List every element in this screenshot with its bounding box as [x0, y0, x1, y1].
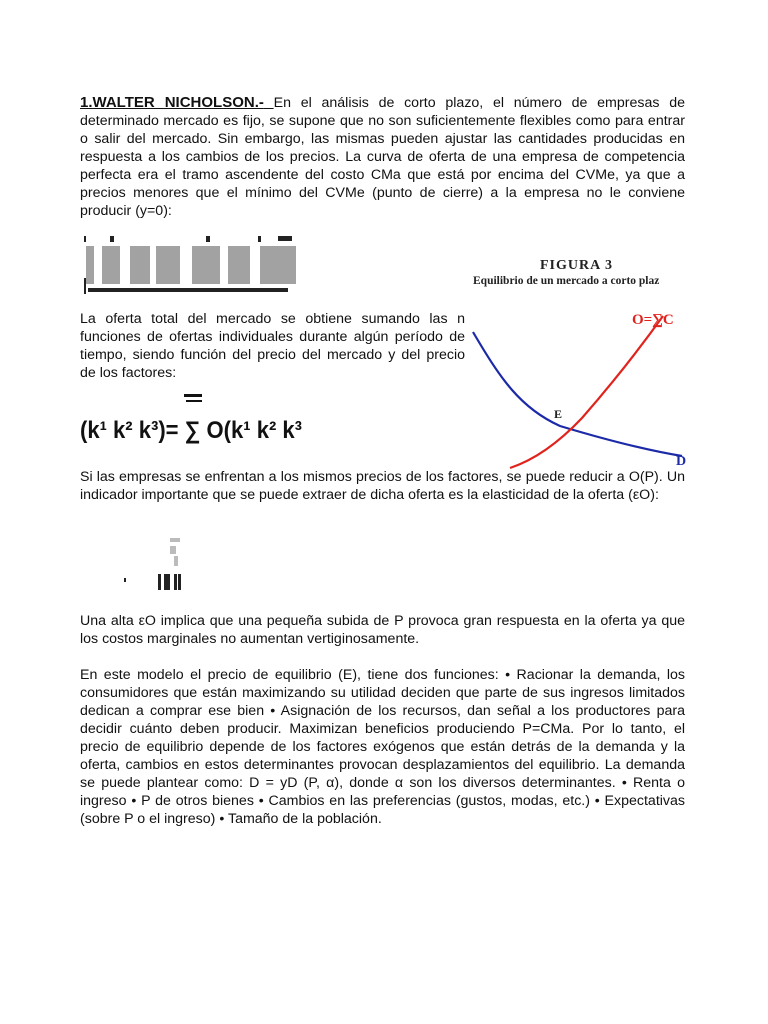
modelo-paragraph: En este modelo el precio de equilibrio (E), tiene dos funciones: • Racionar la demanda, los consumidores que están maximizando su utilidad deciden que parte de sus ingresos limitados dedican a comprar ese bien • Asignación de los recursos, dan señal a los productores para decidir cuánto deben producir. Maximizan beneficios produciendo P=CMa. Por lo tanto, el precio de equilibrio depende de los factores exógenos que están detrás de la demanda y la oferta, cambios en estos determinantes provocan desplazamientos del equilibrio. La demanda se puede plantear como: D = yD (P, α), donde α son los diversos determinantes. • Renta o ingreso • P de otros bienes • Cambios en las preferencias (gustos, modas, etc.) • Expectativas (sobre P o el ingreso) • Tamaño de la población.: [80, 667, 685, 827]
figure-equilibrium: [470, 258, 688, 470]
formula-text: (k¹ k² k³)= ∑ O(k¹ k² k³: [80, 417, 302, 444]
alta-paragraph: Una alta εO implica que una pequeña subida de P provoca gran respuesta en la oferta ya que los costos marginales no aumentan vertiginosamente.: [80, 613, 685, 647]
figure-subtitle: Equilibrio de un mercado a corto plaz: [473, 275, 660, 287]
elasticity-graphic: [118, 532, 198, 594]
intro-text: En el análisis de corto plazo, el número de empresas de determinado mercado es fijo, se supone que no son suficientemente flexibles como para entrar o salir del mercado. Sin embargo, las mismas pueden ajustar las cantidades producidas en respuesta a los cambios de los precios. La curva de oferta de una empresa de competencia perfecta era el tramo ascendente del costo CMa que está por encima del CVMe, ya que a precios menores que el mínimo del CVMe (punto de cierre) a la empresa no le conviene producir (y=0):: [80, 95, 685, 219]
formula-graphic: [80, 392, 305, 450]
oferta-total-paragraph: La oferta total del mercado se obtiene sumando las n funciones de ofertas individuales durante algún período de tiempo, siendo función del precio del mercado y del precio de los factores:: [80, 311, 465, 381]
demand-curve: [473, 332, 682, 456]
supply-label: O=∑C: [632, 312, 674, 328]
figure-title: FIGURA 3: [540, 258, 613, 273]
demand-label: D: [676, 454, 687, 469]
formula-image: [80, 392, 305, 450]
elasticity-image: [118, 532, 198, 594]
equation-image-1: [80, 232, 305, 300]
intro-paragraph: [80, 94, 685, 220]
section-heading: 1.WALTER NICHOLSON.-: [80, 94, 264, 111]
figure-plot: [470, 258, 688, 470]
supply-curve: [510, 316, 663, 468]
reducir-paragraph: Si las empresas se enfrentan a los mismos precios de los factores, se puede reducir a O(P). Un indicador importante que se puede extraer de dicha oferta es la elasticidad de la oferta (εO):: [80, 469, 685, 503]
equation-fragment-graphic: [80, 232, 305, 300]
equilibrium-label: E: [554, 407, 563, 421]
